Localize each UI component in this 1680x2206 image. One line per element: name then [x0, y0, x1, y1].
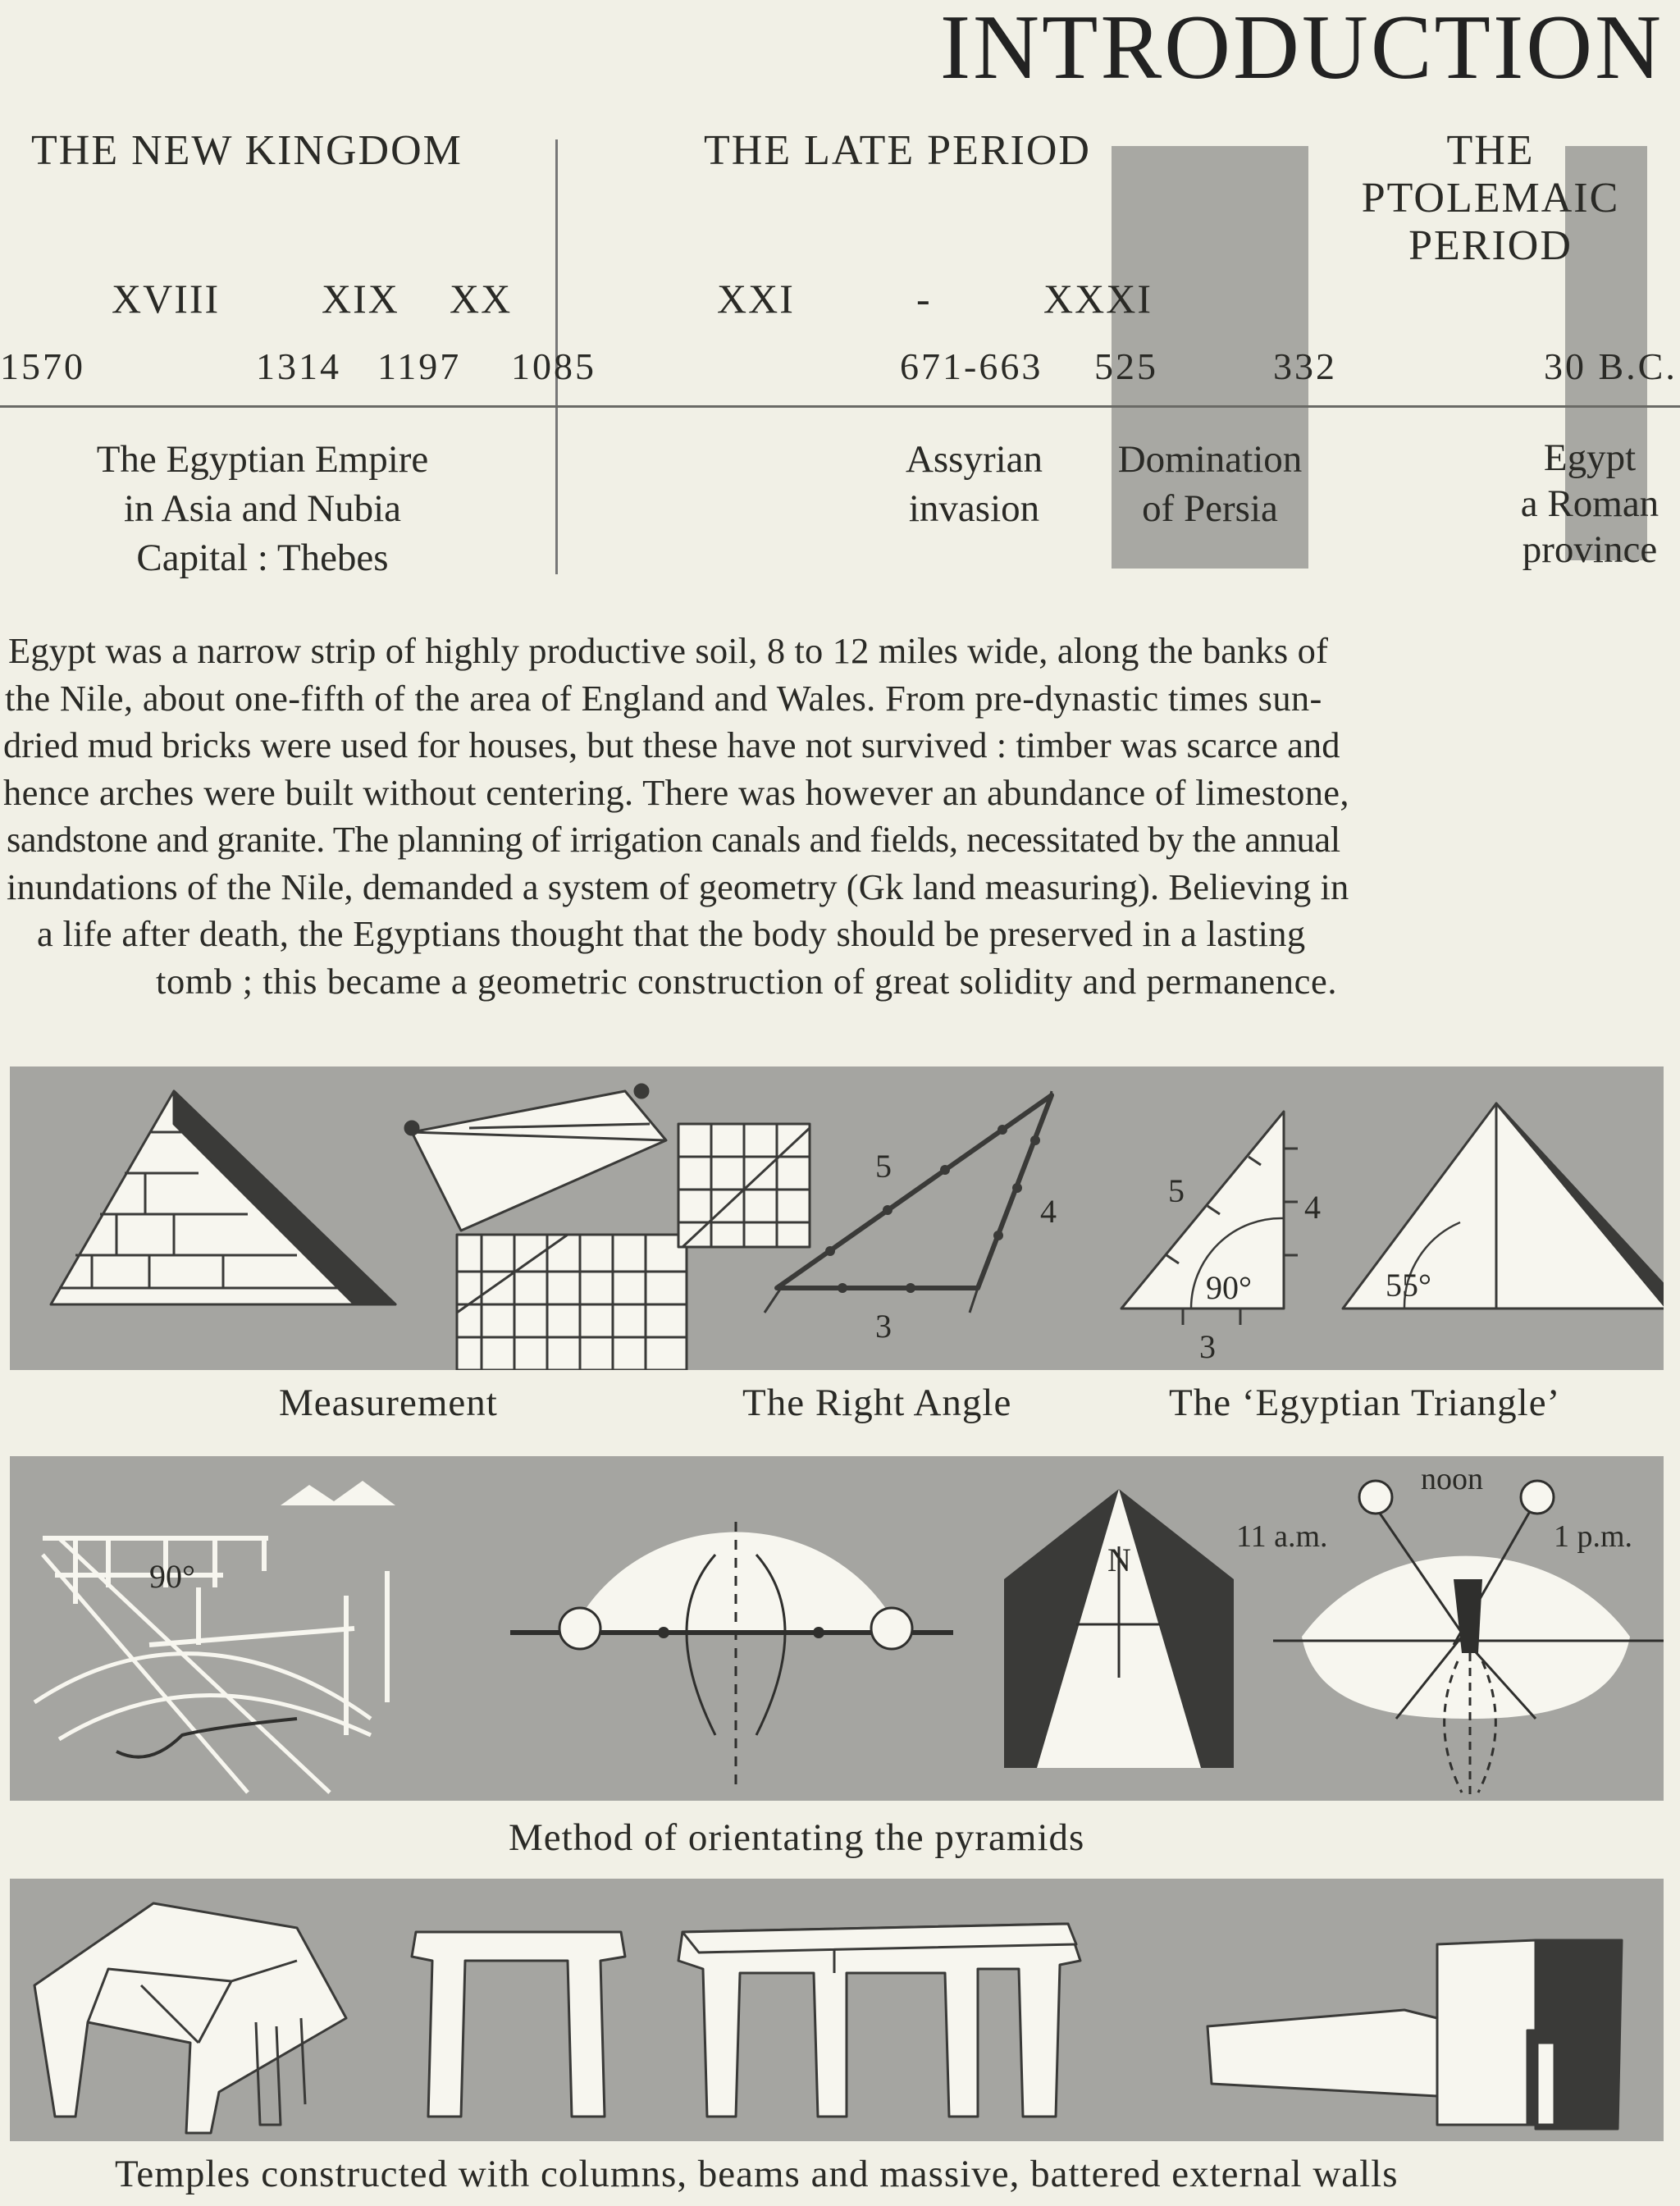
- year-label: 1085: [511, 345, 596, 387]
- dynasty-label: XXI: [717, 276, 795, 322]
- caption-temples: Temples constructed with columns, beams and massive, battered external walls: [115, 2153, 1399, 2195]
- survey-grid-lower: [457, 1235, 687, 1370]
- event-line: of Persia: [1142, 487, 1278, 530]
- rope-side-4: 4: [1040, 1193, 1057, 1230]
- year-label: 1570: [0, 345, 85, 387]
- triangle-side-4: 4: [1304, 1189, 1321, 1226]
- year-label: 671-663: [900, 345, 1043, 387]
- event-assyria: [878, 435, 1071, 533]
- lintel-frame: [34, 1903, 346, 2133]
- period-new-kingdom: THE NEW KINGDOM: [31, 127, 463, 174]
- paragraph-line: sandstone and granite. The planning of irrigation canals and fields, necessitated by the annual: [7, 819, 1340, 860]
- orientation-illustration: [10, 1456, 1664, 1801]
- pm-label: 1 p.m.: [1554, 1519, 1633, 1554]
- right-angle-triangle: [1121, 1112, 1284, 1309]
- event-line: invasion: [908, 487, 1040, 530]
- noon-label: noon: [1421, 1462, 1483, 1496]
- temple-wall: [1208, 2010, 1437, 2096]
- event-line: a Roman: [1520, 482, 1659, 525]
- event-line: in Asia and Nubia: [123, 487, 402, 530]
- egyptian-angle: 55°: [1386, 1267, 1431, 1304]
- am-label: 11 a.m.: [1236, 1519, 1328, 1554]
- measurement-illustration: [10, 1066, 1664, 1370]
- period-ptolemaic: [1355, 127, 1626, 271]
- page-title: INTRODUCTION: [939, 0, 1664, 98]
- event-line: Capital : Thebes: [136, 537, 389, 579]
- rope-side-3: 3: [875, 1308, 892, 1345]
- event-persia: [1095, 435, 1325, 533]
- rope-side-5: 5: [875, 1148, 892, 1185]
- year-label: 1314: [256, 345, 341, 387]
- timeline-axis: [0, 405, 1680, 408]
- temples-illustration: [10, 1879, 1664, 2141]
- period-ptolemaic-line: THE: [1446, 127, 1535, 174]
- caption-orientation: Method of orientating the pyramids: [509, 1816, 1085, 1859]
- year-label: 30 B.C.: [1544, 345, 1678, 387]
- dynasty-label: -: [916, 276, 932, 322]
- intro-paragraph: [0, 628, 1680, 1005]
- period-late: THE LATE PERIOD: [704, 127, 1091, 174]
- paragraph-line: the Nile, about one-fifth of the area of England and Wales. From pre-dynastic times sun-: [5, 677, 1322, 719]
- paragraph-line: inundations of the Nile, demanded a system of geometry (Gk land measuring). Believing in: [7, 866, 1349, 907]
- caption-measurement: Measurement: [279, 1382, 498, 1424]
- period-ptolemaic-line: PERIOD: [1408, 222, 1573, 270]
- event-line: province: [1522, 528, 1658, 571]
- triangle-side-3: 3: [1199, 1328, 1216, 1365]
- paragraph-line: tomb ; this became a geometric construction of great solidity and permanence.: [156, 960, 1338, 1002]
- event-rome: [1500, 435, 1680, 573]
- trilithon: [412, 1932, 625, 2117]
- dynasty-label: XXXI: [1043, 276, 1153, 322]
- paragraph-line: Egypt was a narrow strip of highly productive soil, 8 to 12 miles wide, along the banks of: [8, 630, 1329, 671]
- figure-panel-orientation: [10, 1456, 1664, 1801]
- figure-panel-temples: [10, 1879, 1664, 2141]
- year-label: 1197: [377, 345, 462, 387]
- triangle-side-5: 5: [1168, 1172, 1185, 1209]
- year-label: 525: [1094, 345, 1158, 387]
- north-label: N: [1107, 1541, 1131, 1578]
- period-ptolemaic-line: PTOLEMAIC: [1361, 175, 1620, 222]
- survey-angle: 90°: [149, 1558, 195, 1595]
- dynasty-label: XX: [450, 276, 513, 322]
- event-line: The Egyptian Empire: [96, 438, 429, 481]
- event-line: Assyrian: [905, 438, 1043, 481]
- paragraph-line: hence arches were built without centering. There was however an abundance of limestone,: [3, 771, 1349, 813]
- figure-panel-measurement: [10, 1066, 1664, 1370]
- paragraph-line: dried mud bricks were used for houses, but these have not survived : timber was scarce and: [3, 724, 1340, 765]
- triangle-angle: 90°: [1206, 1269, 1252, 1306]
- paragraph-line: a life after death, the Egyptians thought that the body should be preserved in a lasting: [37, 913, 1306, 954]
- caption-egyptian-triangle: The ‘Egyptian Triangle’: [1169, 1382, 1561, 1424]
- event-empire: [33, 435, 492, 582]
- caption-right-angle: The Right Angle: [742, 1382, 1012, 1424]
- dynasty-label: XIX: [322, 276, 399, 322]
- year-label: 332: [1273, 345, 1337, 387]
- knotted-rope-triangle: [777, 1095, 1052, 1288]
- dynasty-label: XVIII: [112, 276, 221, 322]
- survey-plane: [412, 1091, 666, 1231]
- event-line: Domination: [1117, 438, 1303, 481]
- event-line: Egypt: [1543, 436, 1637, 479]
